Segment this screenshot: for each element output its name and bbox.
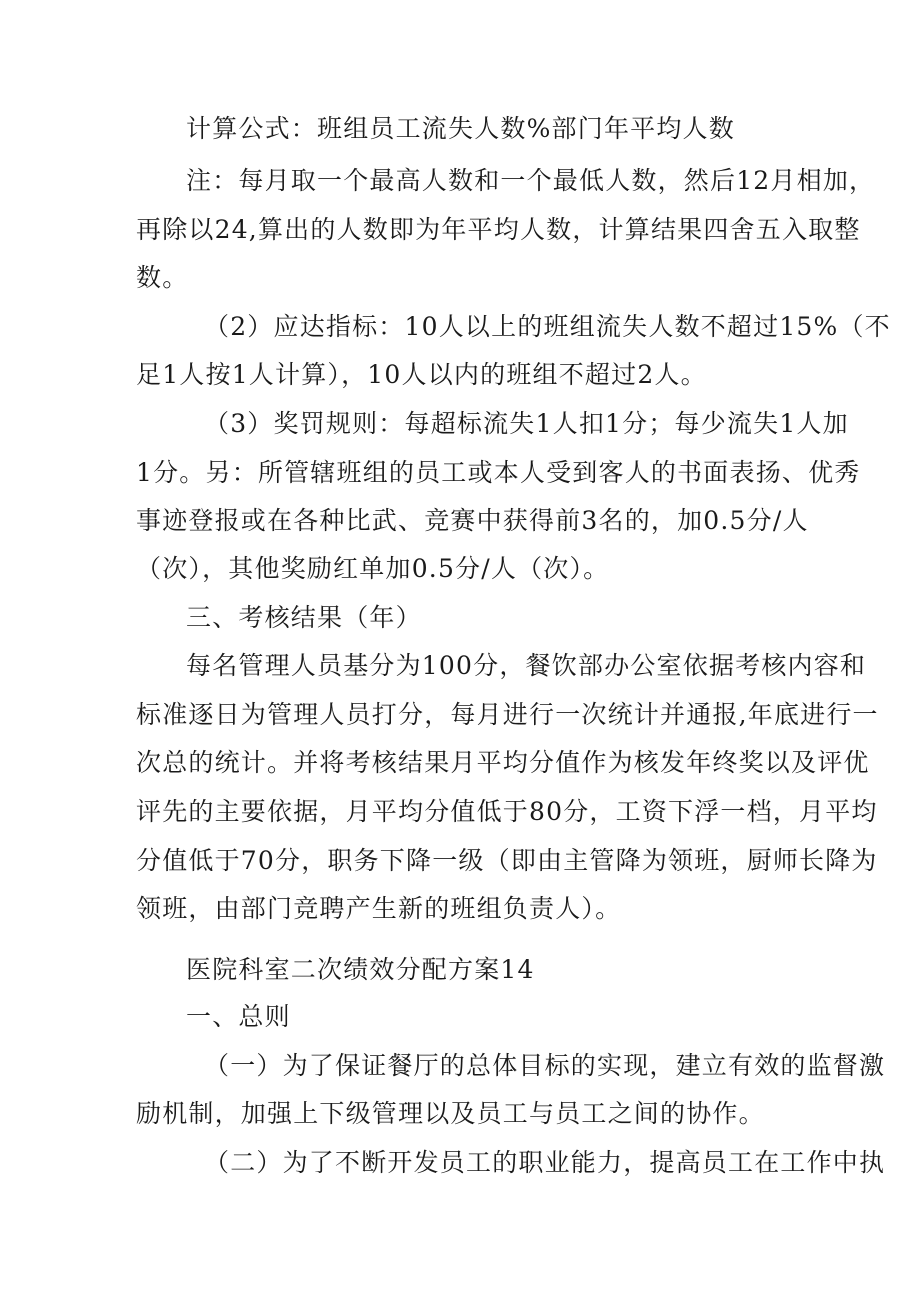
general-item-2-line-1: （二）为了不断开发员工的职业能力，提高员工在工作中执 <box>204 1148 886 1177</box>
note-line-2: 再除以24,算出的人数即为年平均人数，计算结果四舍五入取整 <box>136 215 861 244</box>
formula-line: 计算公式：班组员工流失人数%部门年平均人数 <box>186 114 735 143</box>
results-line-1: 每名管理人员基分为100分，餐饮部办公室依据考核内容和 <box>186 651 867 680</box>
section-heading-results: 三、考核结果（年） <box>186 603 422 632</box>
results-line-4: 评先的主要依据，月平均分值低于80分，工资下浮一档，月平均 <box>136 797 878 826</box>
rules-line-4: （次），其他奖励红单加0.5分/人（次）。 <box>136 554 610 583</box>
target-line-1: （2）应达指标：10人以上的班组流失人数不超过15%（不 <box>204 312 891 341</box>
results-line-3: 次总的统计。并将考核结果月平均分值作为核发年终奖以及评优 <box>136 748 870 777</box>
rules-line-1: （3）奖罚规则：每超标流失1人扣1分；每少流失1人加 <box>204 409 849 438</box>
note-line-1: 注：每月取一个最高人数和一个最低人数，然后12月相加， <box>186 166 876 195</box>
section-heading-general: 一、总则 <box>186 1002 291 1031</box>
plan-title: 医院科室二次绩效分配方案14 <box>186 955 535 984</box>
target-line-2: 足1人按1人计算），10人以内的班组不超过2人。 <box>136 360 707 389</box>
note-line-3: 数。 <box>136 263 189 292</box>
rules-line-2: 1分。另：所管辖班组的员工或本人受到客人的书面表扬、优秀 <box>136 458 861 487</box>
rules-line-3: 事迹登报或在各种比武、竞赛中获得前3名的，加0.5分/人 <box>136 506 809 535</box>
general-item-1-line-1: （一）为了保证餐厅的总体目标的实现，建立有效的监督激 <box>204 1051 886 1080</box>
results-line-2: 标准逐日为管理人员打分，每月进行一次统计并通报,年底进行一 <box>136 700 879 729</box>
results-line-5: 分值低于70分，职务下降一级（即由主管降为领班，厨师长降为 <box>136 846 878 875</box>
general-item-1-line-2: 励机制，加强上下级管理以及员工与员工之间的协作。 <box>136 1099 765 1128</box>
results-line-6: 领班，由部门竞聘产生新的班组负责人）。 <box>136 894 622 923</box>
